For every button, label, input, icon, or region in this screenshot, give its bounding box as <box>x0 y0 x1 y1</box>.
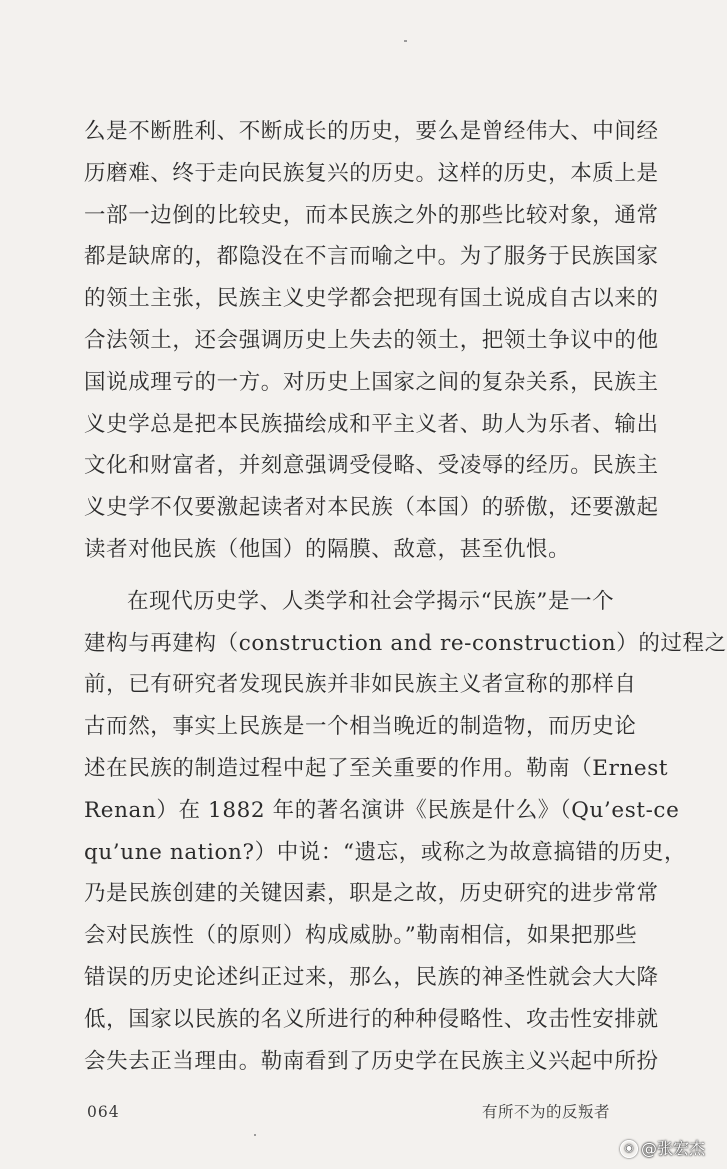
text-line: 会对民族性（的原则）构成威胁。”勒南相信，如果把那些 <box>84 923 638 949</box>
text-line: 古而然，事实上民族是一个相当晚近的制造物，而历史论 <box>84 714 637 740</box>
text-line: 乃是民族创建的关键因素，职是之故，历史研究的进步常常 <box>84 881 659 907</box>
paragraph-2 <box>84 581 727 1083</box>
text-line: 么是不断胜利、不断成长的历史，要么是曾经伟大、中间经 <box>84 119 659 144</box>
scan-speck <box>404 40 407 42</box>
text-line: 在现代历史学、人类学和社会学揭示“民族”是一个 <box>127 588 615 614</box>
text-line: 合法领土，还会强调历史上失去的领土，把领土争议中的他 <box>84 327 659 353</box>
body-text <box>84 111 727 1082</box>
text-line: 文化和财富者，并刻意强调受侵略、受凌辱的经历。民族主 <box>84 453 659 479</box>
text-line: 错误的历史论述纠正过来，那么，民族的神圣性就会大大降 <box>84 964 659 990</box>
text-line: 会失去正当理由。勒南看到了历史学在民族主义兴起中所扮 <box>84 1048 659 1074</box>
text-line: 都是缺席的，都隐没在不言而喻之中。为了服务于民族国家 <box>84 244 659 270</box>
text-line: qu’une nation?）中说：“遗忘，或称之为故意搞错的历史， <box>84 839 687 865</box>
paragraph-gap <box>84 571 632 581</box>
watermark-text: @张宏杰 <box>641 1139 706 1158</box>
text-line: Renan）在 1882 年的著名演讲《民族是什么》（Qu’est-ce <box>84 797 680 823</box>
text-line: 读者对他民族（他国）的隔膜、敌意，甚至仇恨。 <box>84 536 571 562</box>
book-title: 有所不为的反叛者 <box>482 1103 611 1121</box>
text-line: 国说成理亏的一方。对历史上国家之间的复杂关系，民族主 <box>84 369 659 395</box>
text-line: 述在民族的制造过程中起了至关重要的作用。勒南（Ernest <box>84 755 669 781</box>
text-line: 一部一边倒的比较史，而本民族之外的那些比较对象，通常 <box>84 202 659 228</box>
text-line: 前，已有研究者发现民族并非如民族主义者宣称的那样自 <box>84 672 637 698</box>
text-line: 义史学不仅要激起读者对本民族（本国）的骄傲，还要激起 <box>84 495 659 521</box>
paragraph-1 <box>84 111 659 571</box>
text-line: 义史学总是把本民族描绘成和平主义者、助人为乐者、输出 <box>84 411 659 437</box>
text-line: 建构与再建构（construction and re-construction）的过程之 <box>84 630 727 656</box>
page-number: 064 <box>87 1103 120 1121</box>
text-line: 的领土主张，民族主义史学都会把现有国土说成自古以来的 <box>84 286 659 312</box>
weibo-watermark <box>620 1138 705 1160</box>
scan-speck <box>254 1134 256 1136</box>
text-line: 低，国家以民族的名义所进行的种种侵略性、攻击性安排就 <box>84 1006 659 1032</box>
weibo-eye-icon: ◉ <box>620 1140 638 1158</box>
text-line: 历磨难、终于走向民族复兴的历史。这样的历史，本质上是 <box>84 160 659 186</box>
